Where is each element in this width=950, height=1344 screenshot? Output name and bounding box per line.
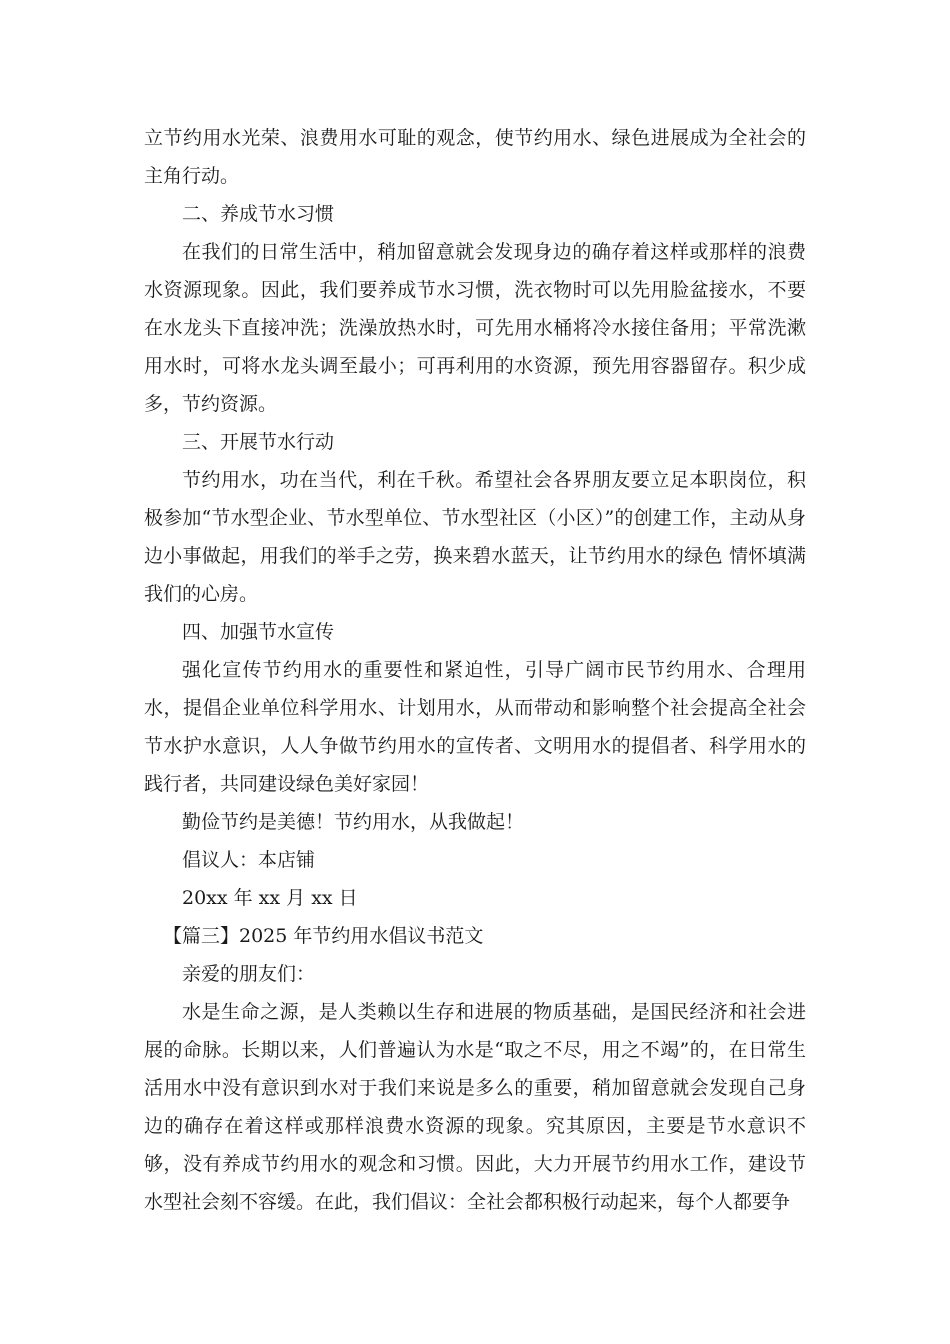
paragraph-intro: 水是生命之源，是人类赖以生存和进展的物质基础，是国民经济和社会进展的命脉。长期以来，人们普遍认为水是“取之不尽，用之不竭”的，在日常生活用水中没有意识到水对于我们来说是多么的重要，稍加留意就会发现自己身边的确存在着这样或那样浪费水资源的现象。究其原因，主要是节水意识不够，没有养成节约用水的观念和习惯。因此，大力开展节约用水工作，建设节水型社会刻不容缓。在此，我们倡议：全社会都积极行动起来，每个人都要争 bbox=[144, 1001, 806, 1213]
signature-date: 20xx 年 xx 月 xx 日 bbox=[182, 887, 358, 909]
signature-initiator: 倡议人：本店铺 bbox=[182, 849, 316, 871]
paragraph-habits: 在我们的日常生活中，稍加留意就会发现身边的确存着这样或那样的浪费水资源现象。因此，我们要养成节水习惯，洗衣物时可以先用脸盆接水，不要在水龙头下直接冲洗；洗澡放热水时，可先用水桶将冷水接住备用；平常洗漱用水时，可将水龙头调至最小；可再利用的水资源，预先用容器留存。积少成多，节约资源。 bbox=[144, 241, 806, 415]
salutation: 亲爱的朋友们： bbox=[182, 963, 316, 985]
section-heading-publicity: 四、加强节水宣传 bbox=[182, 621, 335, 643]
slogan: 勤俭节约是美德！节约用水，从我做起！ bbox=[182, 811, 525, 833]
document-body bbox=[144, 119, 806, 1221]
article-title: 【篇三】2025 年节约用水倡议书范文 bbox=[163, 925, 484, 947]
section-heading-habits: 二、养成节水习惯 bbox=[182, 203, 335, 225]
paragraph-actions: 节约用水，功在当代，利在千秋。希望社会各界朋友要立足本职岗位，积极参加“节水型企业、节水型单位、节水型社区（小区）”的创建工作，主动从身边小事做起，用我们的举手之劳，换来碧水蓝天，让节约用水的绿色 情怀填满我们的心房。 bbox=[144, 469, 806, 605]
section-heading-actions: 三、开展节水行动 bbox=[182, 431, 335, 453]
paragraph-continuation: 立节约用水光荣、浪费用水可耻的观念，使节约用水、绿色进展成为全社会的主角行动。 bbox=[144, 127, 806, 187]
paragraph-publicity: 强化宣传节约用水的重要性和紧迫性，引导广阔市民节约用水、合理用水，提倡企业单位科学用水、计划用水，从而带动和影响整个社会提高全社会节水护水意识，人人争做节约用水的宣传者、文明用水的提倡者、科学用水的践行者，共同建设绿色美好家园！ bbox=[144, 659, 806, 795]
